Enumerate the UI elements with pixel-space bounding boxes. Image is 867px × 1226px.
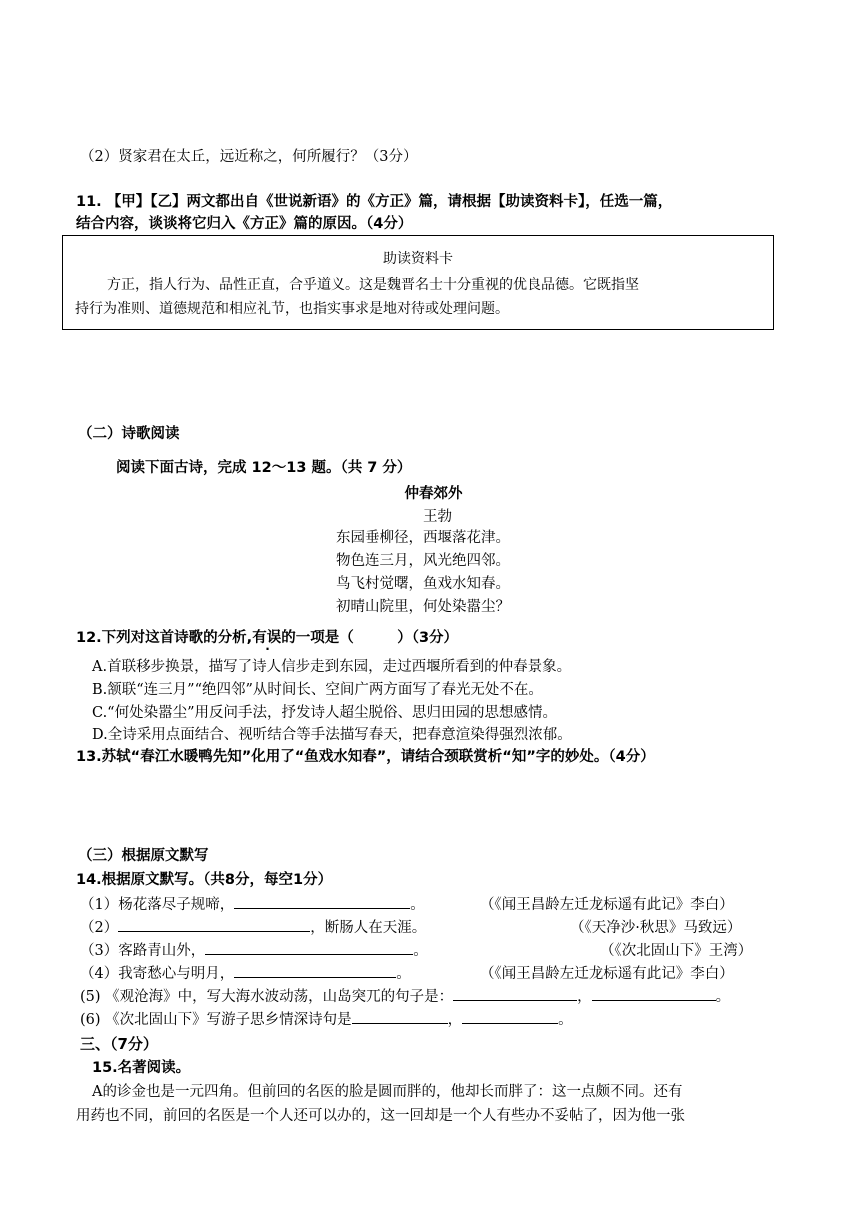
emphasis-mistake: 有误 — [252, 630, 282, 646]
source-1: （《闻王昌龄左迁龙标遥有此记》李白） — [480, 897, 734, 913]
poem-line-1: 东园垂柳径，西堰落花津。 — [336, 530, 510, 546]
answer-blank[interactable] — [205, 939, 413, 955]
dictation-item-6: (6) 《次北固山下》写游子思乡情深诗句是 ， 。 — [80, 1008, 573, 1030]
card-title: 助读资料卡 — [383, 251, 453, 267]
question-14-stem: 14.根据原文默写。（共8分，每空1分） — [76, 872, 333, 888]
section-3-heading: 三、（7分） — [80, 1035, 158, 1053]
source-2: （《天净沙·秋思》马致远） — [570, 920, 742, 936]
card-text-line2: 持行为准则、道德规范和相应礼节，也指实事求是地对待或处理问题。 — [75, 301, 509, 317]
answer-blank[interactable] — [118, 916, 310, 932]
option-a: A.首联移步换景，描写了诗人信步走到东园，走过西堰所看到的仲春景象。 — [92, 659, 572, 675]
question-15-stem: 15.名著阅读。 — [92, 1060, 191, 1076]
poem-line-2: 物色连三月，风光绝四邻。 — [336, 553, 510, 569]
excerpt-line-1: A的诊金也是一元四角。但前回的名医的脸是圆而胖的，他却长而胖了：这一点颇不同。还有 — [92, 1084, 683, 1100]
card-text-line1: 方正，指人行为、品性正直，合乎道义。这是魏晋名士十分重视的优良品德。它既指坚 — [107, 277, 639, 293]
question-11-line2: 结合内容，谈谈将它归入《方正》篇的原因。（4分） — [76, 216, 413, 232]
poetry-intro: 阅读下面古诗，完成 12～13 题。（共 7 分） — [116, 460, 412, 476]
answer-blank[interactable] — [352, 1008, 448, 1024]
source-4: （《闻王昌龄左迁龙标遥有此记》李白） — [480, 966, 734, 982]
option-c: C.“何处染嚣尘”用反问手法，抒发诗人超尘脱俗、思归田园的思想感情。 — [92, 705, 558, 721]
question-12-stem: 12.下列对这首诗歌的分析,有误的一项是（ ）（3分） — [76, 630, 459, 646]
poem-line-3: 鸟飞村觉曙，鱼戏水知春。 — [336, 576, 510, 592]
answer-blank[interactable] — [462, 1008, 558, 1024]
dictation-item-5: (5) 《观沧海》中，写大海水波动荡，山岛突兀的句子是： ， 。 — [80, 985, 730, 1007]
poem-line-4: 初晴山院里，何处染嚣尘？ — [336, 599, 510, 615]
answer-blank[interactable] — [453, 985, 577, 1001]
question-10-2: （2）贤家君在太丘，远近称之，何所履行？（3分） — [80, 149, 418, 165]
dictation-item-1: （1）杨花落尽子规啼， 。 — [80, 893, 425, 915]
option-b: B.颔联“连三月”“绝四邻”从时间长、空间广两方面写了春光无处不在。 — [92, 682, 543, 698]
answer-blank[interactable] — [234, 962, 396, 978]
answer-blank[interactable] — [592, 985, 716, 1001]
poem-title: 仲春郊外 — [404, 486, 463, 502]
source-3: （《次北固山下》王湾） — [600, 943, 753, 959]
poem-author: 王勃 — [423, 509, 452, 525]
excerpt-line-2: 用药也不同，前回的名医是一个人还可以办的，这一回却是一个人有些办不妥帖了，因为他一张 — [76, 1108, 685, 1124]
poetry-section-heading: （二）诗歌阅读 — [78, 426, 180, 442]
dictation-item-3: （3）客路青山外， 。 — [80, 939, 428, 961]
option-d: D.全诗采用点面结合、视听结合等手法描写春天，把春意渲染得强烈浓郁。 — [92, 727, 572, 743]
dictation-section-heading: （三）根据原文默写 — [78, 848, 209, 864]
dictation-item-4: （4）我寄愁心与明月， 。 — [80, 962, 411, 984]
answer-blank[interactable] — [234, 893, 410, 909]
question-11-line1: 11. 【甲】【乙】两文都出自《世说新语》的《方正》篇，请根据【助读资料卡】，任选一篇， — [76, 194, 673, 210]
question-13: 13.苏轼“春江水暖鸭先知”化用了“鱼戏水知春”，请结合颈联赏析“知”字的妙处。（4分） — [76, 749, 655, 765]
reading-aid-card — [62, 235, 774, 330]
dictation-item-2: （2） ，断肠人在天涯。 — [80, 916, 426, 938]
